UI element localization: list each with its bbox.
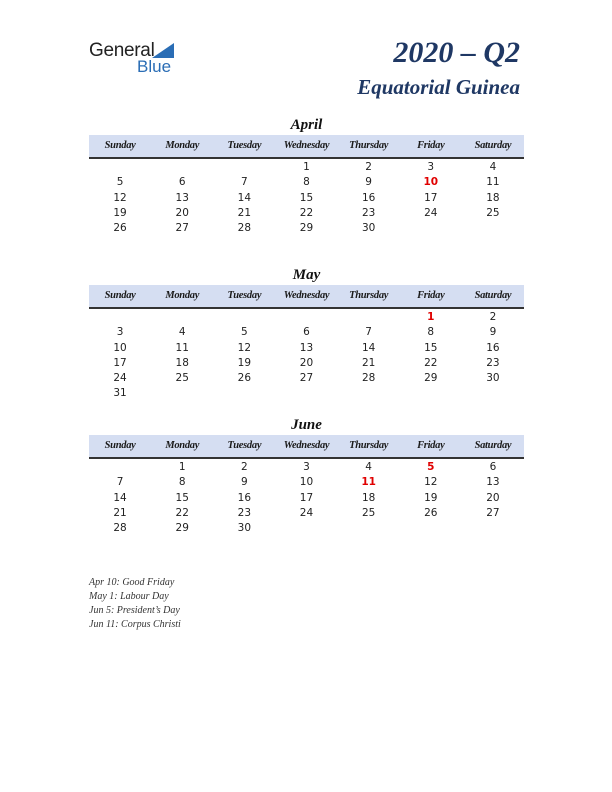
- day-cell: 29: [424, 372, 438, 385]
- day-cell: 5: [241, 326, 248, 339]
- day-cell: 13: [299, 341, 314, 354]
- day-name: Tuesday: [227, 290, 262, 301]
- day-cell: 26: [113, 222, 127, 235]
- day-cell: 17: [113, 356, 127, 369]
- day-name: Friday: [417, 440, 445, 451]
- day-cell: 11: [486, 176, 500, 189]
- week-row: [89, 175, 524, 190]
- day-name: Thursday: [349, 140, 389, 151]
- empty-day-cell: [462, 221, 524, 236]
- day-cell: 27: [175, 222, 189, 235]
- day-cell: 4: [365, 461, 372, 473]
- day-cell: 19: [113, 206, 127, 219]
- day-cell: 23: [486, 356, 500, 369]
- day-name: Friday: [417, 140, 445, 151]
- holiday-note: Jun 5: President’s Day: [89, 605, 180, 616]
- day-name: Wednesday: [283, 440, 330, 451]
- day-cell: 13: [486, 476, 500, 489]
- week-row: [89, 521, 524, 536]
- month-april: [89, 115, 524, 236]
- week-row: [89, 206, 524, 221]
- empty-day-cell: [89, 310, 151, 325]
- day-name: Wednesday: [283, 290, 330, 301]
- day-cell: 31: [113, 387, 127, 400]
- day-cell: 6: [489, 461, 497, 473]
- day-cell: 22: [424, 356, 438, 369]
- empty-day-cell: [275, 386, 337, 401]
- day-cell: 7: [116, 476, 124, 489]
- day-name: Saturday: [474, 290, 512, 301]
- day-name: Friday: [417, 290, 445, 301]
- day-name: Monday: [165, 440, 200, 451]
- empty-day-cell: [338, 310, 400, 325]
- day-cell: 12: [237, 341, 252, 354]
- empty-day-cell: [89, 460, 151, 475]
- empty-day-cell: [400, 521, 462, 536]
- empty-day-cell: [151, 386, 213, 401]
- day-cell: 24: [424, 206, 438, 219]
- empty-day-cell: [151, 160, 213, 175]
- day-cell: 30: [361, 222, 376, 235]
- day-name: Sunday: [104, 440, 136, 451]
- week-row: [89, 310, 524, 325]
- holiday-note: Apr 10: Good Friday: [89, 577, 175, 588]
- day-cell: 9: [365, 176, 372, 189]
- month-june: [89, 415, 524, 536]
- day-name: Sunday: [104, 290, 136, 301]
- day-cell: 26: [237, 372, 252, 385]
- empty-day-cell: [400, 386, 462, 401]
- logo-blue-text: Blue: [137, 57, 172, 76]
- week-row: [89, 160, 524, 175]
- day-cell: 27: [299, 372, 314, 385]
- day-name: Tuesday: [227, 140, 262, 151]
- day-cell: 3: [427, 161, 435, 173]
- day-cell: 29: [175, 522, 189, 535]
- holiday-notes: [89, 576, 181, 632]
- logo-triangle-icon: [152, 43, 174, 58]
- day-cell: 27: [486, 506, 500, 519]
- day-name: Thursday: [349, 290, 389, 301]
- month-name: May: [292, 267, 321, 283]
- day-cell: 2: [489, 311, 497, 323]
- empty-day-cell: [400, 221, 462, 236]
- day-name: Thursday: [349, 440, 389, 451]
- day-cell: 23: [237, 506, 252, 519]
- day-cell: 15: [424, 341, 438, 354]
- day-cell: 12: [424, 476, 438, 489]
- day-cell: 8: [178, 476, 186, 489]
- week-row: [89, 386, 524, 401]
- day-cell: 16: [486, 341, 500, 354]
- day-cell: 22: [299, 206, 314, 219]
- day-cell: 5: [116, 176, 124, 189]
- day-cell: 11: [361, 476, 376, 489]
- day-name: Saturday: [474, 440, 512, 451]
- empty-day-cell: [213, 310, 275, 325]
- week-row: [89, 475, 524, 490]
- day-cell: 15: [299, 191, 314, 204]
- month-name: June: [291, 417, 322, 433]
- day-cell: 20: [486, 491, 500, 504]
- day-cell: 22: [175, 506, 189, 519]
- day-name: Monday: [165, 290, 200, 301]
- empty-day-cell: [275, 521, 337, 536]
- week-row: [89, 460, 524, 475]
- day-cell: 23: [361, 206, 376, 219]
- week-row: [89, 221, 524, 236]
- day-cell: 7: [365, 326, 372, 339]
- day-cell: 1: [303, 161, 310, 173]
- day-cell: 7: [241, 176, 248, 189]
- empty-day-cell: [275, 310, 337, 325]
- day-cell: 10: [423, 176, 439, 189]
- empty-day-cell: [89, 160, 151, 175]
- day-cell: 9: [489, 326, 497, 339]
- day-cell: 6: [303, 326, 310, 339]
- day-cell: 21: [113, 506, 127, 519]
- day-cell: 18: [175, 356, 189, 369]
- day-cell: 5: [427, 461, 435, 473]
- weeks-grid: [89, 160, 524, 236]
- day-cell: 19: [237, 356, 252, 369]
- day-cell: 17: [424, 191, 438, 204]
- week-row: [89, 191, 524, 206]
- empty-day-cell: [462, 521, 524, 536]
- day-cell: 6: [178, 176, 186, 189]
- weeks-grid: [89, 460, 524, 536]
- day-names-row: [89, 135, 524, 159]
- page-title: 2020 – Q2: [393, 36, 520, 69]
- day-cell: 24: [113, 372, 127, 385]
- day-cell: 16: [361, 191, 376, 204]
- day-cell: 4: [178, 326, 186, 339]
- day-cell: 28: [113, 522, 127, 535]
- empty-day-cell: [338, 386, 400, 401]
- empty-day-cell: [213, 386, 275, 401]
- day-cell: 25: [361, 506, 376, 519]
- day-cell: 10: [299, 476, 314, 489]
- week-row: [89, 371, 524, 386]
- day-cell: 8: [427, 326, 435, 339]
- day-cell: 29: [299, 222, 314, 235]
- empty-day-cell: [213, 160, 275, 175]
- holiday-note: May 1: Labour Day: [89, 591, 169, 602]
- day-name: Tuesday: [227, 440, 262, 451]
- day-cell: 30: [486, 372, 500, 385]
- day-cell: 13: [175, 191, 189, 204]
- day-cell: 17: [299, 491, 314, 504]
- day-cell: 30: [237, 522, 252, 535]
- week-row: [89, 356, 524, 371]
- day-cell: 1: [178, 461, 186, 473]
- day-cell: 18: [486, 191, 500, 204]
- day-names-row: [89, 285, 524, 309]
- generalblue-logo: [89, 40, 189, 76]
- day-cell: 4: [489, 161, 497, 173]
- day-names-row: [89, 435, 524, 459]
- day-cell: 28: [361, 372, 376, 385]
- empty-day-cell: [151, 310, 213, 325]
- month-may: [89, 265, 524, 402]
- day-cell: 20: [299, 356, 314, 369]
- day-cell: 14: [361, 341, 376, 354]
- day-cell: 8: [303, 176, 310, 189]
- day-cell: 20: [175, 206, 189, 219]
- day-name: Saturday: [474, 140, 512, 151]
- day-cell: 21: [361, 356, 376, 369]
- day-name: Wednesday: [283, 140, 330, 151]
- day-name: Sunday: [104, 140, 136, 151]
- day-cell: 24: [299, 506, 314, 519]
- week-row: [89, 325, 524, 340]
- day-cell: 11: [175, 341, 189, 354]
- week-row: [89, 491, 524, 506]
- empty-day-cell: [462, 386, 524, 401]
- logo-general-text: General: [89, 40, 155, 61]
- day-cell: 14: [237, 191, 252, 204]
- day-cell: 12: [113, 191, 127, 204]
- day-cell: 10: [113, 341, 127, 354]
- day-cell: 25: [486, 206, 500, 219]
- day-cell: 9: [241, 476, 248, 489]
- day-cell: 25: [175, 372, 189, 385]
- weeks-grid: [89, 310, 524, 402]
- day-cell: 2: [365, 161, 372, 173]
- month-name: April: [290, 117, 323, 133]
- week-row: [89, 341, 524, 356]
- day-cell: 14: [113, 491, 127, 504]
- day-cell: 28: [237, 222, 252, 235]
- day-cell: 2: [241, 461, 248, 473]
- day-cell: 16: [237, 491, 252, 504]
- holiday-note: Jun 11: Corpus Christi: [89, 619, 181, 630]
- day-name: Monday: [165, 140, 200, 151]
- day-cell: 19: [424, 491, 438, 504]
- day-cell: 18: [361, 491, 376, 504]
- day-cell: 3: [303, 461, 310, 473]
- day-cell: 26: [424, 506, 438, 519]
- empty-day-cell: [338, 521, 400, 536]
- week-row: [89, 506, 524, 521]
- day-cell: 3: [116, 326, 124, 339]
- day-cell: 15: [175, 491, 189, 504]
- day-cell: 1: [427, 311, 435, 323]
- day-cell: 21: [237, 206, 252, 219]
- page-subtitle: Equatorial Guinea: [357, 75, 520, 99]
